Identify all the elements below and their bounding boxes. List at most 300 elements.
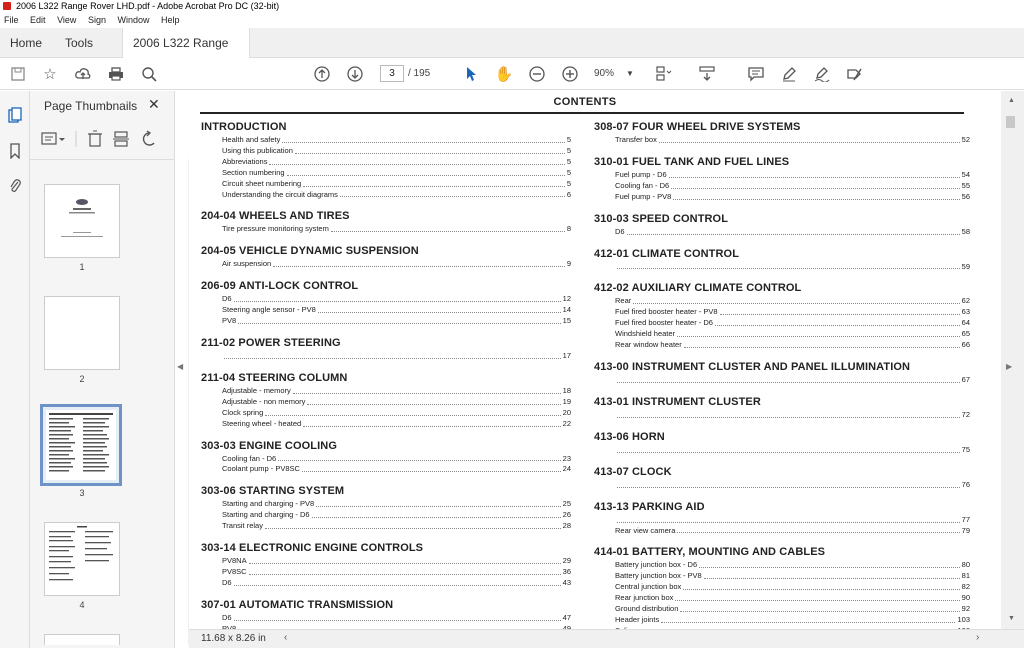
entry-page-number: 5 [566, 167, 571, 177]
contents-entry[interactable] [594, 227, 970, 238]
contents-section [201, 278, 571, 327]
entry-page-number: 19 [562, 396, 571, 406]
thumbnail-page-1[interactable] [44, 184, 120, 258]
contents-entry[interactable] [201, 419, 571, 430]
entry-title: Battery junction box - D6 [615, 560, 698, 570]
entry-title: Ground distribution [615, 604, 679, 614]
thumbnail-toolbar [38, 129, 168, 149]
entry-page-number: 54 [961, 169, 970, 179]
entry-page-number: 63 [961, 307, 970, 317]
contents-entry[interactable] [594, 340, 970, 351]
title-rule [200, 112, 964, 114]
entry-page-number: 52 [961, 135, 970, 144]
entry-title: D6 [222, 577, 232, 587]
select-cursor-icon[interactable] [462, 64, 482, 84]
entry-page-number: 28 [562, 521, 571, 531]
menu-edit[interactable]: Edit [30, 15, 46, 25]
entry-title: Fuel fired booster heater - D6 [615, 318, 713, 328]
contents-entry[interactable] [594, 170, 970, 181]
contents-entry[interactable] [201, 578, 571, 589]
save-icon[interactable] [8, 64, 28, 84]
page-thumbnails-icon[interactable] [7, 107, 23, 123]
highlight-pen-icon[interactable] [779, 64, 799, 84]
entry-page-number: 29 [562, 556, 571, 566]
dot-leader [675, 593, 959, 601]
dot-leader [677, 329, 960, 337]
document-scrollbar[interactable] [1001, 91, 1024, 629]
dot-leader [282, 135, 564, 143]
dot-leader [680, 604, 959, 612]
entry-title: Rear [615, 296, 632, 306]
entry-title: Battery junction box - PV8 [615, 571, 702, 581]
entry-title: Fuel pump - D6 [615, 169, 667, 179]
menu-view[interactable]: View [57, 15, 77, 25]
section-heading[interactable]: 204-05 VEHICLE DYNAMIC SUSPENSION [201, 245, 419, 258]
hand-tool-icon[interactable]: ✋ [494, 66, 514, 83]
contents-section [201, 438, 571, 476]
acrobat-app-icon [3, 2, 11, 10]
section-heading[interactable]: 303-06 STARTING SYSTEM [201, 485, 345, 498]
contents-entry[interactable] [594, 410, 970, 421]
entry-page-number: 76 [961, 479, 970, 489]
entry-title: D6 [222, 294, 232, 304]
thumbnail-label-3: 3 [79, 488, 85, 498]
entry-title: PV8 [222, 316, 237, 326]
dot-leader [633, 296, 959, 304]
dot-leader [704, 571, 960, 579]
contents-entry[interactable] [201, 521, 571, 532]
contents-entry[interactable] [594, 296, 970, 307]
contents-entry[interactable] [594, 480, 970, 491]
section-heading[interactable]: 413-13 PARKING AID [594, 500, 705, 513]
entry-page-number: 6 [566, 189, 571, 199]
window-title: 2006 L322 Range Rover LHD.pdf - Adobe Acrobat Pro DC (32-bit) [16, 1, 280, 11]
menu-sign[interactable]: Sign [87, 15, 106, 25]
tab-home-label: Home [10, 36, 43, 50]
entry-page-number: 15 [562, 316, 571, 326]
dot-leader [627, 227, 960, 235]
previous-page-icon[interactable] [312, 64, 332, 84]
entry-title: Circuit sheet numbering [222, 178, 302, 188]
entry-page-number: 5 [566, 145, 571, 155]
entry-page-number: 64 [961, 318, 970, 328]
entry-title: Section numbering [222, 167, 285, 177]
contents-section [201, 370, 571, 430]
thumbnail-label-4: 4 [79, 600, 85, 610]
contents-entry[interactable] [594, 375, 970, 386]
section-heading[interactable]: 310-01 FUEL TANK AND FUEL LINES [594, 155, 790, 168]
entry-title: Windshield heater [615, 329, 676, 339]
menu-help[interactable]: Help [161, 15, 180, 25]
contents-entry[interactable] [201, 316, 571, 327]
dot-leader [278, 454, 560, 462]
section-heading[interactable]: 413-01 INSTRUMENT CLUSTER [594, 395, 761, 408]
entry-title: Air suspension [222, 259, 272, 269]
thumbnail-label-1: 1 [79, 262, 85, 272]
dot-leader [318, 305, 561, 313]
contents-entry[interactable] [201, 146, 571, 157]
entry-page-number: 5 [566, 156, 571, 166]
tab-document[interactable] [122, 28, 250, 59]
dot-leader [661, 615, 955, 623]
dot-leader [316, 499, 561, 507]
dot-leader [677, 526, 959, 534]
dot-leader [671, 181, 959, 189]
zoom-in-icon[interactable] [560, 64, 580, 84]
dot-leader [293, 386, 561, 394]
section-heading[interactable]: 413-07 CLOCK [594, 465, 672, 478]
section-heading[interactable]: 412-02 AUXILIARY CLIMATE CONTROL [594, 282, 802, 295]
entry-page-number: 59 [961, 261, 970, 271]
entry-page-number: 12 [562, 294, 571, 304]
section-heading[interactable]: 413-00 INSTRUMENT CLUSTER AND PANEL ILLUMINATION [594, 360, 911, 373]
entry-page-number: 8 [566, 224, 571, 234]
entry-page-number: 67 [961, 374, 970, 384]
sign-icon[interactable] [812, 64, 832, 84]
section-heading[interactable]: 204-04 WHEELS AND TIRES [201, 210, 350, 223]
entry-title: Starting and charging - D6 [222, 510, 310, 520]
contents-entry[interactable] [201, 556, 571, 567]
contents-section [594, 246, 970, 273]
dot-leader [669, 170, 960, 178]
entry-page-number: 22 [562, 418, 571, 428]
dot-leader [234, 578, 561, 586]
dot-leader [224, 351, 561, 359]
zoom-out-icon[interactable] [527, 64, 547, 84]
contents-right-column [594, 119, 970, 645]
entry-title: PV8NA [222, 556, 247, 566]
contents-entry[interactable] [201, 386, 571, 397]
entry-title: Adjustable - memory [222, 385, 291, 395]
entry-page-number: 62 [961, 296, 970, 306]
panel-title: Page Thumbnails [44, 99, 138, 113]
dot-leader [715, 318, 960, 326]
entry-page-number: 18 [562, 385, 571, 395]
contents-section [594, 211, 970, 238]
entry-title: Rear junction box [615, 593, 674, 603]
entry-title: Understanding the circuit diagrams [222, 189, 338, 199]
dot-leader [295, 146, 565, 154]
entry-title: Using this publication [222, 145, 293, 155]
tab-home[interactable] [0, 28, 52, 58]
contents-entry[interactable] [201, 613, 571, 624]
entry-page-number: 92 [961, 604, 970, 614]
dot-leader [234, 294, 561, 302]
contents-entry[interactable] [594, 582, 970, 593]
entry-page-number: 103 [957, 614, 970, 624]
chevron-down-icon: ▼ [626, 69, 634, 78]
entry-page-number: 43 [562, 577, 571, 587]
collapse-panel-icon[interactable]: ◀ [177, 362, 184, 371]
close-icon[interactable]: ✕ [148, 96, 160, 112]
entry-title: Coolant pump - PV8SC [222, 464, 300, 474]
entry-title: Central junction box [615, 582, 682, 592]
entry-title: Steering wheel - heated [222, 418, 302, 428]
contents-entry[interactable] [201, 499, 571, 510]
contents-entry[interactable] [201, 567, 571, 578]
scroll-up-icon[interactable]: ▲ [1008, 97, 1015, 104]
contents-entry[interactable] [594, 515, 970, 526]
dot-leader [265, 521, 561, 529]
contents-entry[interactable] [201, 408, 571, 419]
scroll-right-icon[interactable]: › [976, 632, 980, 643]
entry-page-number: 90 [961, 593, 970, 603]
entry-title: Health and safety [222, 135, 281, 144]
entry-title: Header joints [615, 614, 660, 624]
entry-title: Fuel pump - PV8 [615, 191, 672, 201]
contents-entry[interactable] [201, 305, 571, 316]
menu-bar [0, 12, 1024, 28]
contents-entry[interactable] [201, 259, 571, 270]
entry-page-number: 80 [961, 560, 970, 570]
entry-title: Abbreviations [222, 156, 268, 166]
entry-title: Rear view camera [615, 525, 676, 535]
dot-leader [699, 560, 960, 568]
contents-entry[interactable] [201, 224, 571, 235]
section-heading[interactable]: 211-04 STEERING COLUMN [201, 371, 348, 384]
document-scroll-thumb[interactable] [1006, 116, 1015, 128]
scroll-left-icon[interactable]: ‹ [284, 632, 288, 643]
entry-page-number: 20 [562, 407, 571, 417]
dot-leader [617, 515, 960, 523]
section-heading[interactable]: 303-03 ENGINE COOLING [201, 439, 337, 452]
contents-entry[interactable] [201, 179, 571, 190]
entry-page-number: 14 [562, 305, 571, 315]
contents-entry[interactable] [594, 135, 970, 146]
section-heading[interactable]: 413-06 HORN [594, 430, 665, 443]
contents-entry[interactable] [201, 454, 571, 465]
fill-sign-icon[interactable] [845, 64, 865, 84]
dot-leader [331, 224, 565, 232]
print-icon[interactable] [106, 64, 126, 84]
contents-entry[interactable] [594, 526, 970, 537]
dot-leader [273, 259, 565, 267]
thumbnail-page-2[interactable] [44, 296, 120, 370]
section-heading[interactable]: 211-02 POWER STEERING [201, 336, 341, 349]
entry-page-number: 79 [961, 525, 970, 535]
contents-entry[interactable] [201, 294, 571, 305]
menu-window[interactable]: Window [117, 15, 150, 25]
contents-entry[interactable] [594, 318, 970, 329]
dot-leader [659, 135, 960, 143]
entry-page-number: 66 [961, 340, 970, 350]
entry-title: D6 [222, 612, 232, 622]
entry-page-number: 25 [562, 499, 571, 509]
entry-page-number: 75 [961, 444, 970, 454]
contents-section [594, 359, 970, 386]
section-heading[interactable]: INTRODUCTION [201, 121, 287, 133]
entry-page-number: 55 [961, 180, 970, 190]
dot-leader [617, 410, 960, 418]
page-display-icon[interactable] [654, 64, 674, 84]
dot-leader [307, 397, 560, 405]
find-zoom-icon[interactable] [139, 64, 159, 84]
section-heading[interactable]: 307-01 AUTOMATIC TRANSMISSION [201, 598, 394, 611]
entry-page-number: 56 [961, 191, 970, 201]
cloud-upload-icon[interactable] [73, 64, 93, 84]
entry-title: D6 [615, 226, 625, 236]
entry-page-number: 17 [562, 350, 571, 360]
contents-entry[interactable] [594, 192, 970, 203]
menu-file[interactable]: File [4, 15, 19, 25]
entry-title: Adjustable - non memory [222, 396, 306, 406]
toolbar [0, 58, 1024, 90]
delete-page-icon[interactable] [88, 131, 102, 146]
entry-page-number: 26 [562, 510, 571, 520]
thumbnail-label-2: 2 [79, 374, 85, 384]
dot-leader [340, 190, 565, 198]
contents-entry[interactable] [594, 445, 970, 456]
status-bar [189, 629, 1024, 648]
contents-section [201, 335, 571, 362]
contents-section [594, 154, 970, 203]
thumbnail-list [30, 159, 175, 645]
next-page-icon[interactable] [345, 64, 365, 84]
entry-title: Cooling fan - D6 [615, 180, 670, 190]
entry-page-number: 58 [961, 226, 970, 236]
dot-leader [269, 157, 564, 165]
contents-entry[interactable] [594, 262, 970, 273]
entry-page-number: 23 [562, 453, 571, 463]
attachment-icon[interactable] [7, 177, 23, 193]
entry-title: PV8SC [222, 566, 247, 576]
dot-leader [312, 510, 561, 518]
expand-right-pane-icon[interactable]: ▶ [1006, 362, 1013, 371]
entry-page-number: 81 [961, 571, 970, 581]
dot-leader [234, 613, 561, 621]
section-heading[interactable]: 414-01 BATTERY, MOUNTING AND CABLES [594, 546, 826, 559]
dot-leader [303, 419, 560, 427]
contents-left-column [201, 119, 571, 643]
entry-page-number: 5 [566, 135, 571, 144]
contents-section [594, 429, 970, 456]
tab-bar [0, 28, 1024, 58]
dot-leader [303, 179, 565, 187]
entry-page-number: 5 [566, 178, 571, 188]
contents-section [594, 394, 970, 421]
entry-page-number: 24 [562, 464, 571, 474]
page-total: / 195 [408, 68, 431, 79]
contents-entry[interactable] [594, 604, 970, 615]
horizontal-scrollbar[interactable] [284, 633, 984, 645]
scroll-down-icon[interactable]: ▼ [1008, 615, 1015, 622]
page-size: 11.68 x 8.26 in [201, 633, 266, 644]
left-navigation-rail [0, 91, 30, 648]
contents-entry[interactable] [201, 464, 571, 475]
page-thumbnails-panel [30, 91, 175, 648]
dot-leader [617, 445, 960, 453]
entry-title: Transfer box [615, 135, 657, 144]
contents-section [594, 499, 970, 537]
contents-entry[interactable] [594, 329, 970, 340]
contents-entry[interactable] [201, 135, 571, 146]
document-title: CONTENTS [553, 96, 617, 108]
dot-leader [238, 316, 560, 324]
contents-section [201, 243, 571, 270]
contents-entry[interactable] [594, 593, 970, 604]
rotate-page-icon[interactable] [144, 131, 154, 145]
entry-page-number: 82 [961, 582, 970, 592]
dot-leader [684, 340, 960, 348]
dot-leader [617, 262, 960, 270]
zoom-select[interactable] [594, 65, 642, 82]
zoom-value: 90% [594, 68, 615, 79]
contents-entry[interactable] [594, 560, 970, 571]
contents-entry[interactable] [201, 510, 571, 521]
contents-section [201, 119, 571, 200]
star-icon[interactable]: ☆ [43, 66, 57, 83]
entry-page-number: 9 [566, 259, 571, 269]
section-heading[interactable]: 412-01 CLIMATE CONTROL [594, 247, 740, 260]
contents-entry[interactable] [201, 397, 571, 408]
dot-leader [249, 556, 561, 564]
contents-entry[interactable] [201, 190, 571, 201]
section-heading[interactable]: 310-03 SPEED CONTROL [594, 212, 729, 225]
thumbnail-page-5[interactable] [44, 634, 120, 645]
entry-page-number: 65 [961, 329, 970, 339]
contents-entry[interactable] [594, 181, 970, 192]
section-heading[interactable]: 308-07 FOUR WHEEL DRIVE SYSTEMS [594, 121, 801, 133]
dot-leader [617, 375, 960, 383]
section-heading[interactable]: 206-09 ANTI-LOCK CONTROL [201, 280, 359, 293]
contents-section [201, 483, 571, 532]
page-number-input[interactable]: 3 [380, 65, 404, 82]
contents-entry[interactable] [594, 307, 970, 318]
entry-title: Rear window heater [615, 340, 682, 350]
contents-section [594, 464, 970, 491]
tab-document-label: 2006 L322 Range [133, 36, 229, 50]
contents-section [594, 280, 970, 351]
entry-title: Clock spring [222, 407, 264, 417]
entry-page-number: 77 [961, 514, 970, 524]
dot-leader [673, 192, 959, 200]
contents-entry[interactable] [201, 157, 571, 168]
bookmark-icon[interactable] [7, 143, 23, 159]
comment-icon[interactable] [746, 64, 766, 84]
insert-page-icon[interactable] [113, 132, 129, 146]
entry-page-number: 36 [562, 566, 571, 576]
entry-title: Cooling fan - D6 [222, 453, 277, 463]
entry-title: Tire pressure monitoring system [222, 224, 329, 234]
dot-leader [249, 567, 561, 575]
contents-section [201, 208, 571, 235]
contents-section [594, 544, 970, 636]
dot-leader [683, 582, 959, 590]
contents-section [201, 540, 571, 589]
document-page [189, 91, 1001, 629]
scroll-mode-icon[interactable] [697, 64, 717, 84]
tab-tools-label: Tools [65, 36, 94, 50]
contents-entry[interactable] [594, 571, 970, 582]
tab-tools[interactable] [55, 28, 103, 58]
entry-title: Transit relay [222, 521, 263, 531]
entry-title: Starting and charging - PV8 [222, 499, 315, 509]
window-titlebar [0, 0, 1024, 12]
entry-page-number: 47 [562, 612, 571, 622]
thumbnail-options-icon[interactable] [42, 133, 65, 144]
dot-leader [302, 464, 561, 472]
contents-entry[interactable] [201, 351, 571, 362]
entry-title: Fuel fired booster heater - PV8 [615, 307, 718, 317]
section-heading[interactable]: 303-14 ELECTRONIC ENGINE CONTROLS [201, 542, 424, 555]
contents-entry[interactable] [594, 615, 970, 626]
thumbnail-page-3[interactable] [40, 404, 122, 486]
entry-title: Steering angle sensor - PV8 [222, 305, 316, 315]
dot-leader [265, 408, 560, 416]
contents-entry[interactable] [201, 168, 571, 179]
entry-page-number: 72 [961, 409, 970, 419]
thumbnail-page-4[interactable] [44, 522, 120, 596]
